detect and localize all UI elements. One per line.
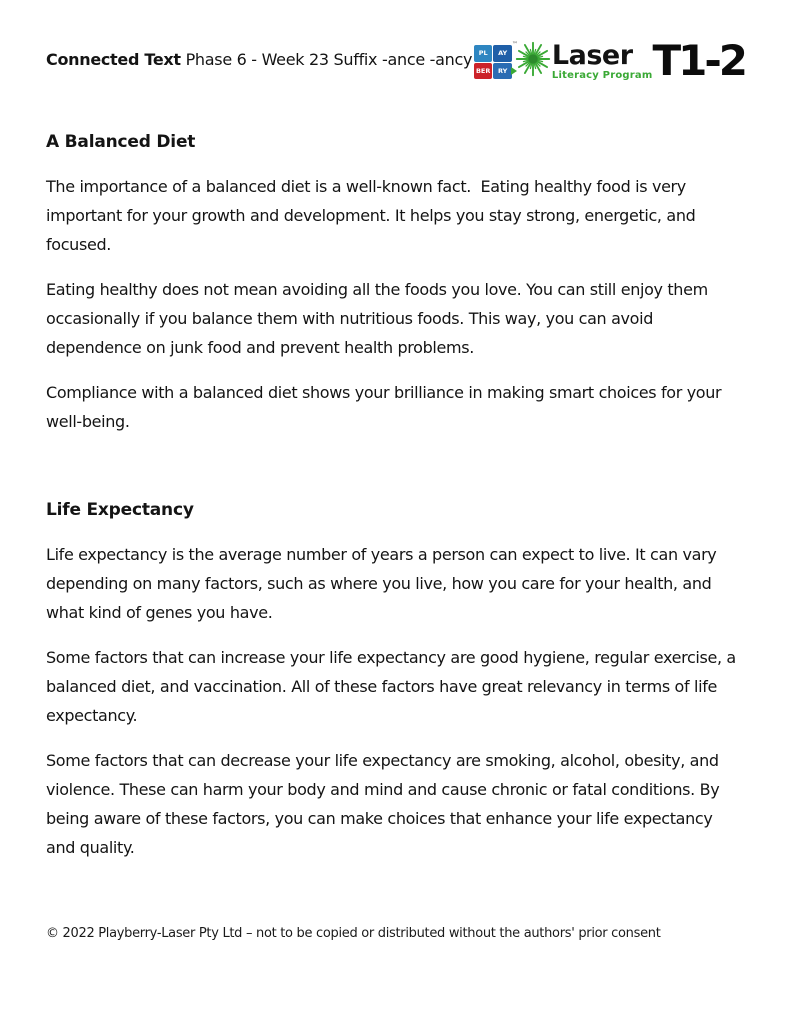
paragraph: Compliance with a balanced diet shows your brilliance in making smart choices for your well-being.	[46, 383, 727, 431]
logo-tagline: Literacy Program	[551, 70, 653, 81]
paragraph: Eating healthy does not mean avoiding all the foods you love. You can still enjoy them occasionally if you balance them with nutritious foods. This way, you can avoid dependence on junk food and prevent health problems.	[46, 280, 713, 357]
puzzle-piece-ry: RY	[493, 63, 512, 80]
trademark-symbol: ™	[511, 41, 518, 48]
playberry-laser-logo	[474, 36, 745, 85]
playberry-puzzle-icon	[474, 41, 518, 79]
puzzle-piece-ay: AY	[493, 45, 512, 62]
puzzle-tab-shape	[511, 67, 517, 75]
paragraph: Some factors that can decrease your life expectancy are smoking, alcohol, obesity, and violence. These can harm your body and mind and cause chronic or fatal conditions. By being aware of these factors, you can make choices that enhance your life expectancy and quality.	[46, 751, 725, 857]
section-heading: Life Expectancy	[46, 500, 194, 520]
puzzle-piece-pl: PL	[474, 45, 493, 62]
document-title-type: Connected Text	[46, 50, 181, 69]
paragraph: Life expectancy is the average number of years a person can expect to live. It can vary depending on many factors, such as where you live, how you care for your health, and what kind of genes you have.	[46, 545, 722, 622]
section-heading: A Balanced Diet	[46, 132, 196, 152]
page-header	[46, 38, 745, 90]
paragraph: Some factors that can increase your life expectancy are good hygiene, regular exercise, a balanced diet, and vaccination. All of these factors have great relevancy in terms of life expectancy.	[46, 648, 741, 725]
document-title	[46, 50, 472, 69]
logo-wordmark	[551, 40, 653, 81]
paragraph: The importance of a balanced diet is a well-known fact. Eating healthy food is very important for your growth and development. It helps you stay strong, energetic, and focused.	[46, 177, 701, 254]
section-balanced-diet	[46, 130, 745, 436]
laser-starburst-icon	[515, 41, 551, 81]
document-title-detail: Phase 6 - Week 23 Suffix -ance -ancy	[180, 50, 473, 69]
section-life-expectancy	[46, 498, 745, 862]
level-tag: T1-2	[652, 36, 745, 85]
logo-brand-name: Laser	[551, 40, 633, 71]
puzzle-piece-ber: BER	[474, 63, 493, 80]
copyright-notice: © 2022 Playberry-Laser Pty Ltd – not to be copied or distributed without the authors' prior consent	[46, 926, 661, 941]
